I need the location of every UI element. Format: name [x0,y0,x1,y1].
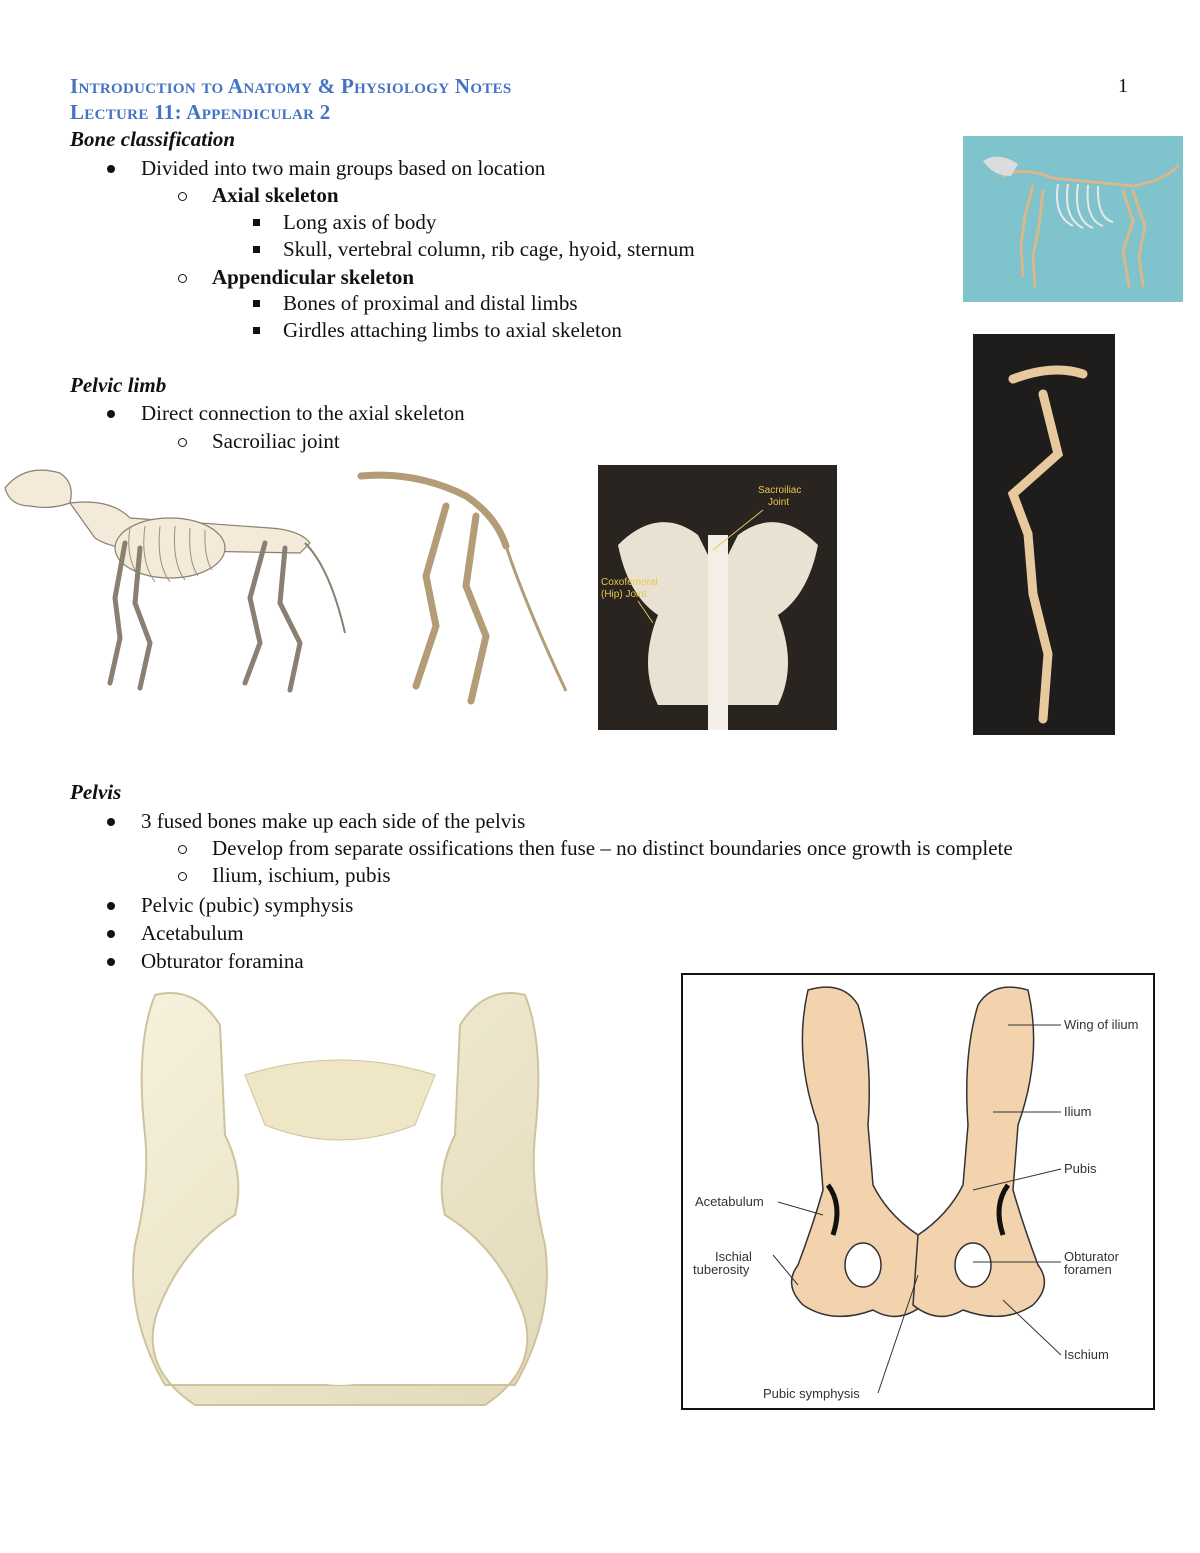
dog-skeleton-photo [963,136,1183,302]
axial-item: Skull, vertebral column, rib cage, hyoid, sternum [283,237,695,261]
pubic-symphysis-label: Pubic symphysis [763,1386,860,1401]
acetabulum-label: Acetabulum [695,1194,764,1209]
appendicular-skeleton-label: Appendicular skeleton [212,265,415,289]
ischial-tuberosity-label: Ischial [715,1249,752,1264]
ilium-label: Ilium [1064,1104,1092,1119]
bullet-icon [107,930,115,938]
obturator-foramen-label: foramen [1064,1262,1112,1277]
square-bullet-icon [253,300,260,307]
lecture-title: Lecture 11: Appendicular 2 [70,100,331,124]
bullet-icon [107,958,115,966]
bullet-icon [107,165,115,173]
sacroiliac-label: Joint [768,497,790,508]
pelvis-bone-photo [125,985,565,1420]
pelvic-limb-point: Direct connection to the axial skeleton [141,401,465,425]
hip-joint-label: Coxofemoral [601,577,658,588]
bone-classification-heading: Bone classification [70,127,236,151]
circle-bullet-icon [178,872,187,881]
axial-item: Long axis of body [283,210,437,234]
bullet-icon [107,902,115,910]
pelvic-limb-photo [356,466,568,722]
hip-joint-label: (Hip) Joint [601,589,647,600]
square-bullet-icon [253,219,260,226]
circle-bullet-icon [178,438,187,447]
bone-classification-point: Divided into two main groups based on location [141,156,546,180]
pelvis-sub: Ilium, ischium, pubis [212,863,391,887]
dog-skeleton-illustration [0,458,350,720]
pelvic-limb-sub: Sacroiliac joint [212,429,340,453]
wing-of-ilium-label: Wing of ilium [1064,1017,1139,1032]
obturator-foramen-label: Obturator [1064,1249,1119,1264]
circle-bullet-icon [178,192,187,201]
pelvis-photo [598,465,837,730]
pubis-label: Pubis [1064,1161,1097,1176]
pelvis-diagram [681,973,1155,1410]
sacroiliac-label: Sacroiliac [758,485,802,496]
bullet-icon [107,410,115,418]
ischial-tuberosity-label: tuberosity [693,1262,750,1277]
square-bullet-icon [253,327,260,334]
bullet-icon [107,818,115,826]
pelvis-point: Acetabulum [141,921,244,945]
pelvis-point: Obturator foramina [141,949,304,973]
ischium-label: Ischium [1064,1347,1109,1362]
axial-skeleton-label: Axial skeleton [212,183,339,207]
pelvis-sub: Develop from separate ossifications then fuse – no distinct boundaries once growth is complete [212,836,1013,860]
appendicular-item: Girdles attaching limbs to axial skeleton [283,318,622,342]
pelvis-point: 3 fused bones make up each side of the pelvis [141,809,526,833]
circle-bullet-icon [178,845,187,854]
page-header-title: Introduction to Anatomy & Physiology Notes [70,74,512,98]
pelvis-heading: Pelvis [70,780,122,804]
mounted-limb-photo [973,334,1115,735]
pelvis-point: Pelvic (pubic) symphysis [141,893,354,917]
page-number: 1 [1118,75,1128,97]
appendicular-item: Bones of proximal and distal limbs [283,291,578,315]
square-bullet-icon [253,246,260,253]
circle-bullet-icon [178,274,187,283]
pelvic-limb-heading: Pelvic limb [70,373,167,397]
